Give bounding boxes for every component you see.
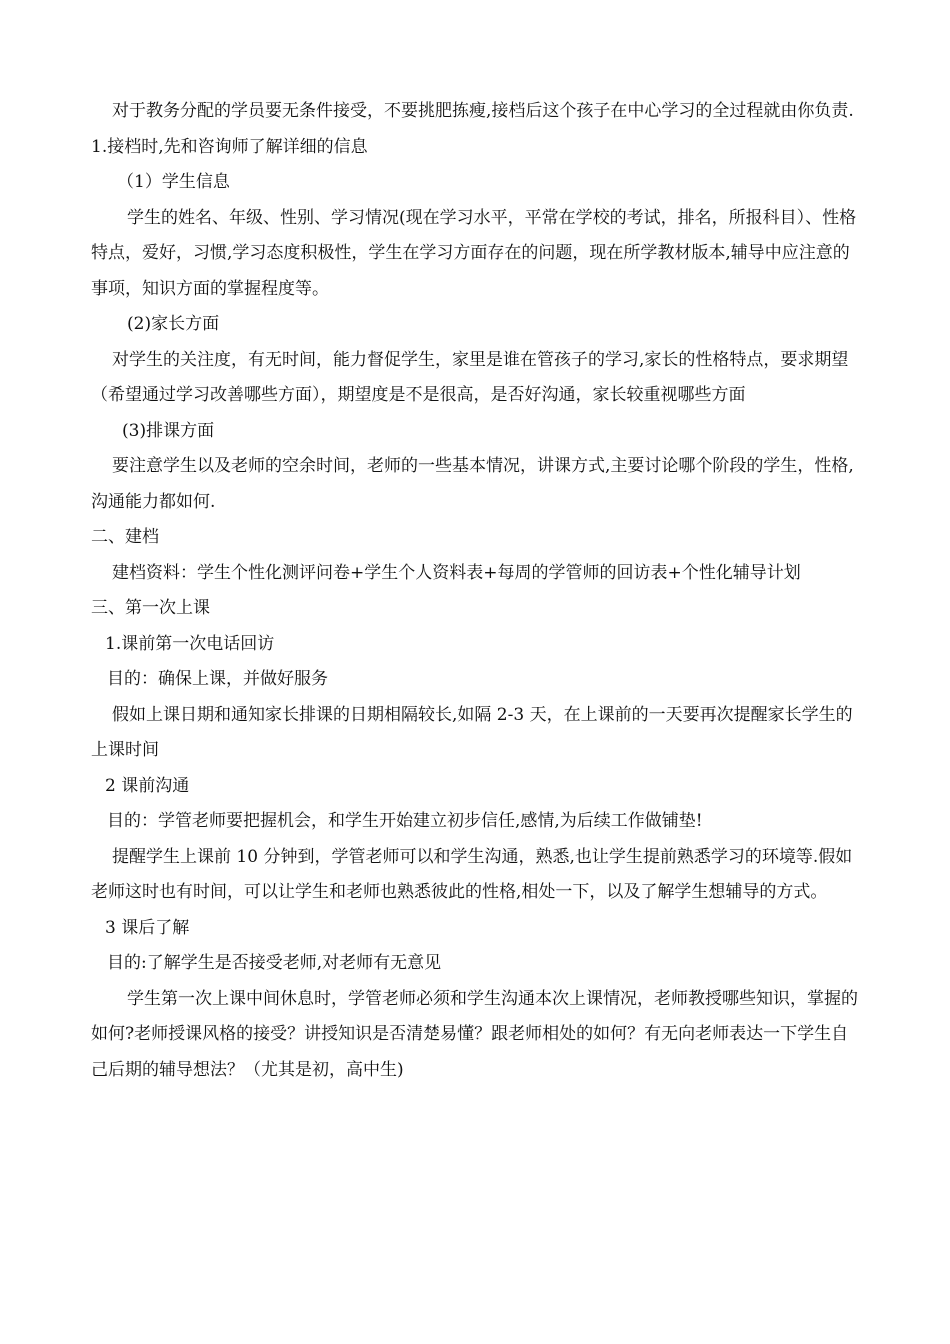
heading-section-2: 二、建档	[91, 527, 159, 547]
heading-section-3: 三、第一次上课	[91, 598, 210, 618]
paragraph-after-class: 学生第一次上课中间休息时，学管老师必须和学生沟通本次上课情况，老师教授哪些知识，掌握的如何?老师授课风格的接受？讲授知识是否清楚易懂？跟老师相处的如何？有无向老师表达一下学生自己后期的辅导想法？（尤其是初，高中生)	[91, 988, 858, 1080]
subheading-parent: (2)家长方面	[127, 314, 220, 334]
subheading-first-call: 1.课前第一次电话回访	[105, 633, 275, 654]
paragraph-pre-class: 提醒学生上课前 10 分钟到，学管老师可以和学生沟通，熟悉,也让学生提前熟悉学习的环境等.假如老师这时也有时间，可以让学生和老师也熟悉彼此的性格,相处一下，以及了解学生想辅导的方式。	[91, 846, 853, 902]
paragraph-first-call: 假如上课日期和通知家长排课的日期相隔较长,如隔 2-3 天，在上课前的一天要再次提醒家长学生的上课时间	[91, 704, 853, 760]
paragraph-filing: 建档资料：学生个性化测评问卷+学生个人资料表+每周的学管师的回访表+个性化辅导计划	[112, 562, 801, 583]
paragraph-student-info: 学生的姓名、年级、性别、学习情况(现在学习水平，平常在学校的考试，排名，所报科目）、性格特点，爱好，习惯,学习态度积极性，学生在学习方面存在的问题，现在所学教材版本,辅导中应注意的事项，知识方面的掌握程度等。	[91, 207, 857, 299]
paragraph-intro: 对于教务分配的学员要无条件接受，不要挑肥拣瘦,接档后这个孩子在中心学习的全过程就由你负责.	[112, 101, 854, 121]
paragraph-after-class-goal: 目的:了解学生是否接受老师,对老师有无意见	[107, 953, 442, 973]
paragraph-pre-class-goal: 目的：学管老师要把握机会，和学生开始建立初步信任,感情,为后续工作做铺垫!	[107, 811, 703, 831]
paragraph-parent: 对学生的关注度，有无时间，能力督促学生，家里是谁在管孩子的学习,家长的性格特点，要求期望（希望通过学习改善哪些方面），期望度是不是很高，是否好沟通，家长较重视哪些方面	[91, 349, 849, 405]
heading-section-1: 1.接档时,先和咨询师了解详细的信息	[91, 136, 368, 157]
subheading-schedule: (3)排课方面	[122, 420, 215, 441]
subheading-student-info: （1）学生信息	[117, 172, 230, 192]
subheading-pre-class: 2 课前沟通	[105, 775, 190, 796]
paragraph-schedule: 要注意学生以及老师的空余时间，老师的一些基本情况，讲课方式,主要讨论哪个阶段的学生，性格,沟通能力都如何.	[91, 456, 854, 512]
paragraph-first-call-goal: 目的：确保上课，并做好服务	[107, 669, 328, 689]
subheading-after-class: 3 课后了解	[105, 917, 190, 938]
